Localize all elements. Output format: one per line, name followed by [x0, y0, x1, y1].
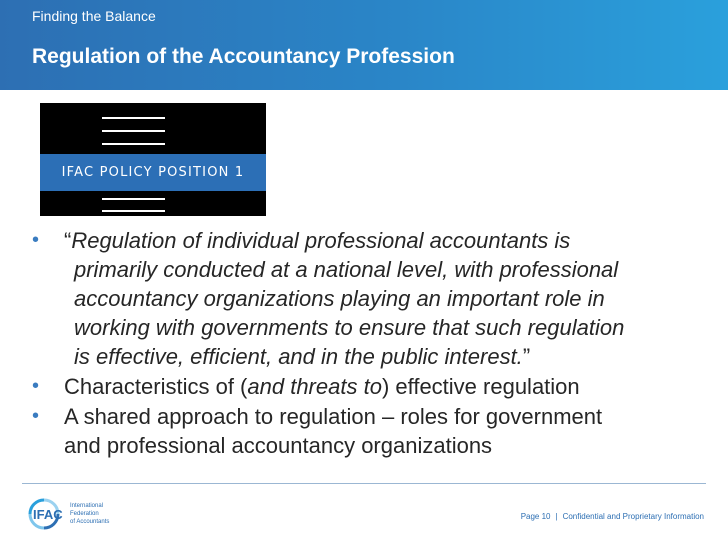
footer-info — [521, 512, 704, 521]
cover-stripe — [102, 143, 165, 145]
section-kicker: Finding the Balance — [32, 8, 156, 24]
bullet-item-shared-approach — [28, 402, 708, 460]
quote-line: is effective, efficient, and in the public interest. — [74, 344, 523, 369]
logo-line: Federation — [70, 511, 99, 517]
footer-divider — [22, 483, 706, 484]
bullet-item-characteristics — [28, 372, 708, 401]
logo-line: International — [70, 503, 104, 509]
ifac-logo — [26, 496, 122, 532]
quote-line: accountancy organizations playing an important role in — [74, 286, 605, 311]
close-quote: ” — [522, 344, 531, 369]
bullet-emphasis: and threats to — [247, 374, 382, 399]
bullet-text: A shared approach to regulation – roles for government — [64, 404, 603, 429]
bullet-list — [28, 226, 708, 461]
cover-label: IFAC POLICY POSITION 1 — [61, 165, 245, 180]
bullet-icon: • — [32, 405, 40, 427]
cover-stripe — [102, 210, 165, 212]
bullet-text: Characteristics of ( — [64, 374, 248, 399]
quote-line: Regulation of individual professional accountants is — [71, 228, 571, 253]
cover-stripe — [102, 198, 165, 200]
page-number: Page 10 — [520, 512, 551, 521]
bullet-item-quote — [28, 226, 708, 371]
cover-stripe — [102, 117, 165, 119]
slide-title: Regulation of the Accountancy Profession — [32, 45, 455, 68]
bullet-icon: • — [32, 375, 40, 397]
confidentiality-note: Confidential and Proprietary Information — [562, 512, 704, 521]
footer-separator: | — [555, 512, 558, 521]
quote-line: primarily conducted at a national level, with professional — [74, 257, 619, 282]
logo-line: of Accountants — [70, 519, 110, 525]
logo-brand: IFAC — [33, 507, 63, 522]
cover-stripe — [102, 130, 165, 132]
quote-line: working with governments to ensure that such regulation — [74, 315, 625, 340]
bullet-text: and professional accountancy organizations — [64, 433, 493, 458]
bullet-text: ) effective regulation — [381, 374, 580, 399]
header-bar — [0, 0, 728, 90]
open-quote: “ — [64, 228, 72, 253]
bullet-icon: • — [32, 229, 40, 251]
policy-position-cover — [40, 103, 266, 216]
